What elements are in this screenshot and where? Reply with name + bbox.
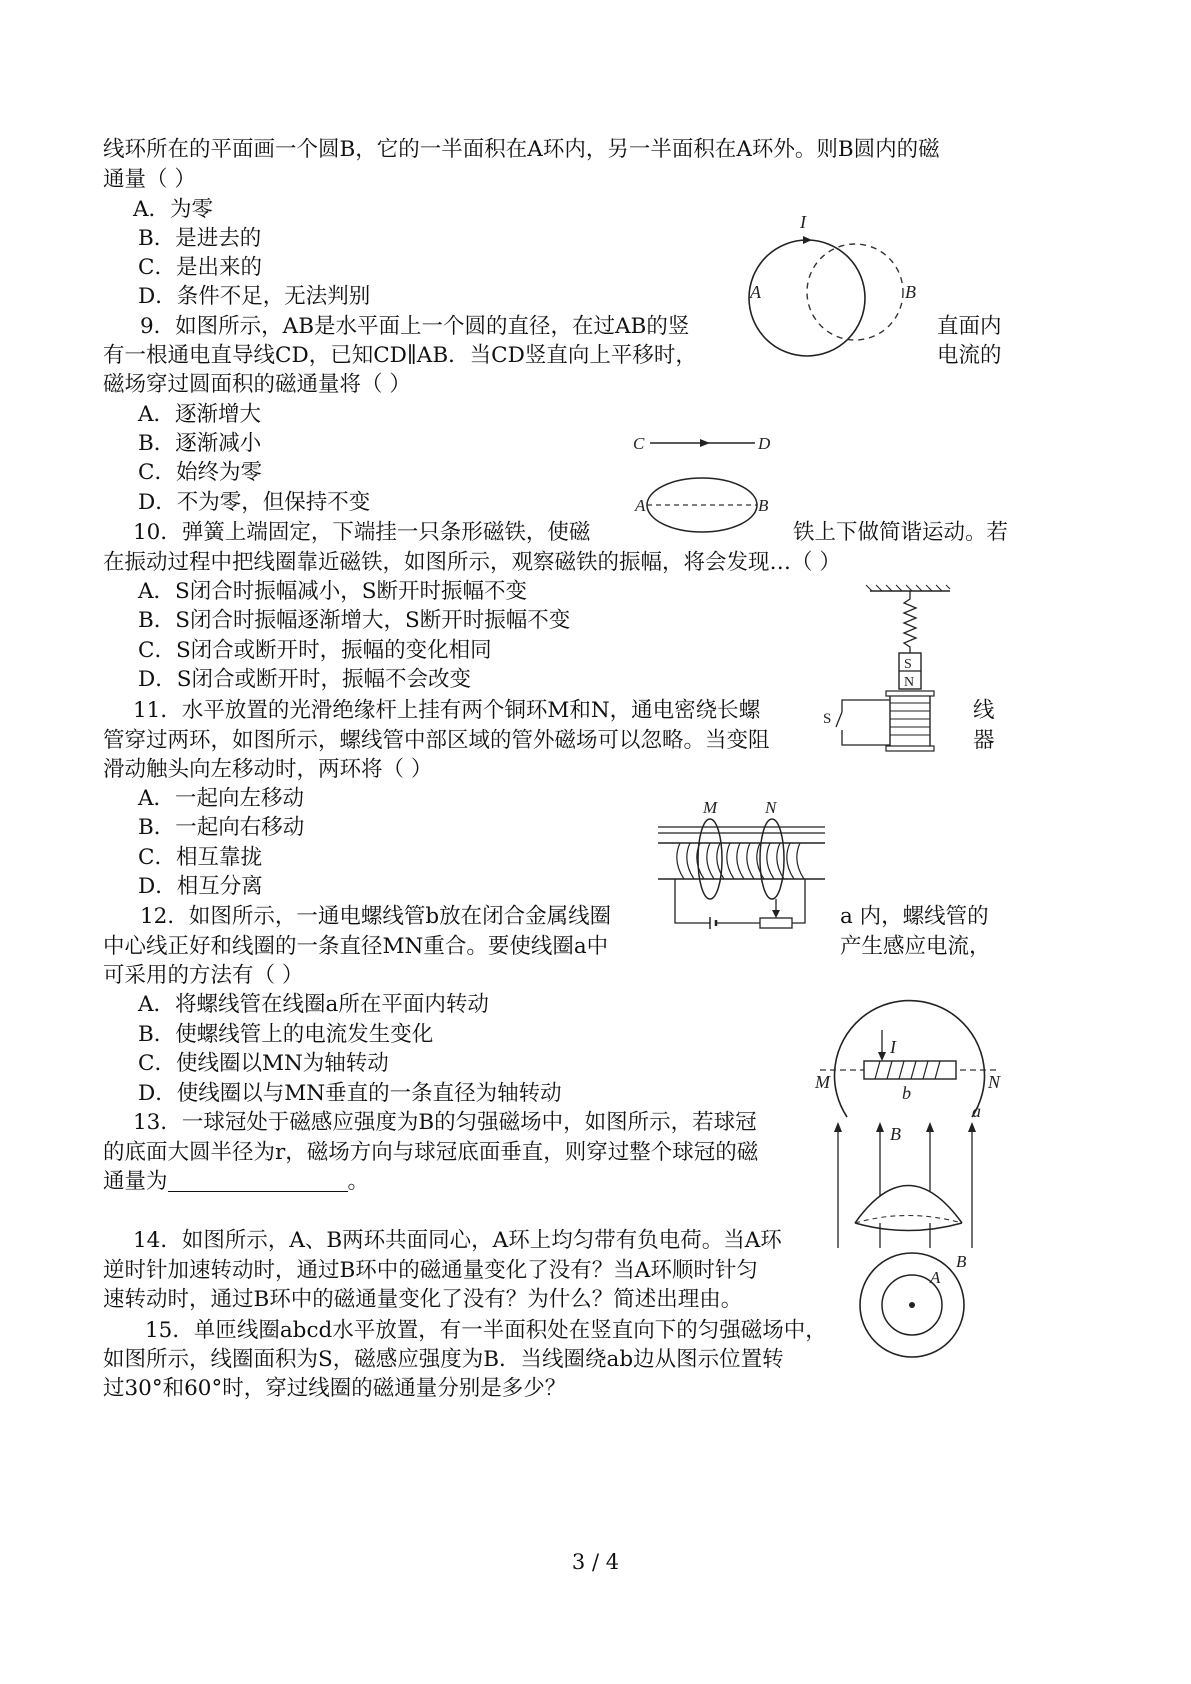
label-m: M [815, 1072, 830, 1092]
q9-figure-wire-circle [630, 425, 780, 545]
ring-n [760, 819, 784, 899]
q9-option-d: D．不为零，但保持不变 [138, 490, 371, 515]
solenoid-coil-icon [677, 843, 804, 879]
q14-figure-concentric-rings [850, 1245, 985, 1360]
q12-line1-right: a 内，螺线管的 [840, 904, 989, 929]
label-magnet-s: S [904, 657, 912, 672]
q8-option-c: C．是出来的 [138, 255, 262, 280]
q12-option-a: A．将螺线管在线圈a所在平面内转动 [138, 992, 489, 1017]
q10-option-a: A．S闭合时振幅减小，S断开时振幅不变 [138, 579, 527, 604]
label-b: B [956, 1252, 967, 1271]
q15-line2: 如图所示，线圈面积为S，磁感应强度为B．当线圈绕ab边从图示位置转 [103, 1347, 784, 1372]
q9-option-c: C．始终为零 [138, 460, 262, 485]
label-a: A [930, 1268, 941, 1287]
q11-option-b: B．一起向右移动 [138, 815, 305, 840]
label-a: A [635, 496, 646, 515]
q9-line2-right: 电流的 [937, 343, 1002, 368]
q11-line2-right: 器 [973, 728, 995, 753]
q13-line3-prefix: 通量为 [103, 1169, 168, 1194]
label-switch-s: S [823, 711, 832, 727]
rheostat-icon [760, 918, 792, 928]
q11-line2-left: 管穿过两环，如图所示，螺线管中部区域的管外磁场可以忽略。当变阻 [103, 728, 770, 753]
q10-option-d: D．S闭合或断开时，振幅不会改变 [138, 667, 471, 692]
q10-line1-right: 铁上下做简谐运动。若 [793, 520, 1009, 545]
q11-option-c: C．相互靠拢 [138, 845, 262, 870]
q8-option-d: D．条件不足，无法判别 [138, 284, 371, 309]
q8-line1: 线环所在的平面画一个圆B，它的一半面积在A环内，另一半面积在A环外。则B圆内的磁 [103, 137, 940, 162]
q8-line2: 通量（ ） [103, 167, 196, 192]
label-b: B [905, 282, 916, 302]
q9-line1-right: 直面内 [937, 314, 1002, 339]
q11-line1-left: 11．水平放置的光滑绝缘杆上挂有两个铜环M和N，通电密绕长螺 [133, 698, 761, 723]
q12-line1-left: 12．如图所示，一通电螺线管b放在闭合金属线圈 [140, 904, 612, 929]
ring-m [698, 819, 722, 899]
label-a: A [750, 282, 761, 302]
q15-line3: 过30°和60°时，穿过线圈的磁通量分别是多少？ [103, 1376, 567, 1401]
q10-line2: 在振动过程中把线圈靠近磁铁，如图所示，观察磁铁的振幅，将会发现…（ ） [103, 550, 841, 575]
label-m: M [703, 798, 718, 817]
q8-option-a: A．为零 [133, 197, 214, 222]
q10-figure-spring-magnet [820, 585, 960, 755]
spring-icon [904, 591, 916, 653]
q10-option-c: C．S闭合或断开时，振幅的变化相同 [138, 638, 492, 663]
current-arrow-icon [878, 1052, 886, 1061]
q13-line3-suffix: 。 [347, 1169, 370, 1194]
q12-line2-left: 中心线正好和线圈的一条直径MN重合。要使线圈a中 [103, 934, 609, 959]
label-magnet-n: N [904, 675, 915, 690]
q13-answer-blank [168, 1169, 348, 1192]
q8-figure-rings [740, 210, 930, 360]
q9-line1-left: 9．如图所示，AB是水平面上一个圆的直径，在过AB的竖 [140, 314, 690, 339]
center-dot [909, 1302, 915, 1308]
label-c: C [633, 434, 645, 453]
q9-line2-left: 有一根通电直导线CD，已知CD∥AB．当CD竖直向上平移时， [103, 343, 697, 368]
label-b: B [890, 1124, 901, 1144]
q13-line3 [103, 1167, 369, 1197]
spherical-cap [855, 1186, 962, 1224]
label-d: D [758, 434, 771, 453]
q13-line1: 13．一球冠处于磁感应强度为B的匀强磁场中，如图所示，若球冠 [133, 1110, 757, 1135]
field-arrow-icon [834, 1122, 842, 1132]
q9-line3: 磁场穿过圆面积的磁通量将（ ） [103, 372, 411, 397]
q14-line3: 速转动时，通过B环中的磁通量变化了没有？为什么？简述出理由。 [103, 1287, 743, 1312]
page-number: 3 / 4 [571, 1550, 620, 1574]
label-b: B [758, 496, 769, 515]
q13-line2: 的底面大圆半径为r，磁场方向与球冠底面垂直，则穿过整个球冠的磁 [103, 1140, 759, 1165]
q10-line1-left: 10．弹簧上端固定，下端挂一只条形磁铁，使磁 [133, 520, 591, 545]
wire-arrow-icon [700, 439, 710, 447]
q9-option-a: A．逐渐增大 [138, 402, 262, 427]
q15-line1: 15．单匝线圈abcd水平放置，有一半面积处在竖直向下的匀强磁场中， [145, 1318, 827, 1343]
q12-option-d: D．使线圈以与MN垂直的一条直径为轴转动 [138, 1081, 562, 1106]
q14-line2: 逆时针加速转动时，通过B环中的磁通量变化了没有？当A环顺时针匀 [103, 1258, 758, 1283]
q14-line1: 14．如图所示，A、B两环共面同心，A环上均匀带有负电荷。当A环 [133, 1228, 782, 1253]
label-current: I [800, 212, 806, 232]
q12-figure-coil-solenoid [812, 995, 1012, 1125]
q11-option-d: D．相互分离 [138, 874, 263, 899]
q11-figure-solenoid-rings [655, 795, 830, 935]
label-a: a [972, 1101, 981, 1121]
circle-b [807, 244, 903, 340]
q12-option-b: B．使螺线管上的电流发生变化 [138, 1022, 434, 1047]
q10-option-b: B．S闭合时振幅逐渐增大，S断开时振幅不变 [138, 608, 571, 633]
current-arrow-icon [803, 236, 812, 244]
q9-option-b: B．逐渐减小 [138, 431, 262, 456]
switch-icon [836, 712, 842, 727]
q12-option-c: C．使线圈以MN为轴转动 [138, 1051, 389, 1076]
q11-line1-right: 线 [973, 698, 995, 723]
label-n: N [988, 1072, 1001, 1092]
q12-line3: 可采用的方法有（ ） [103, 963, 304, 988]
label-n: N [765, 798, 777, 817]
q11-option-a: A．一起向左移动 [138, 786, 305, 811]
q12-line2-right: 产生感应电流， [840, 934, 991, 959]
label-b: b [902, 1083, 911, 1103]
q11-line3: 滑动触头向左移动时，两环将（ ） [103, 757, 433, 782]
q13-figure-spherical-cap [830, 1118, 990, 1248]
label-i: I [890, 1037, 896, 1057]
q8-option-b: B．是进去的 [138, 226, 262, 251]
